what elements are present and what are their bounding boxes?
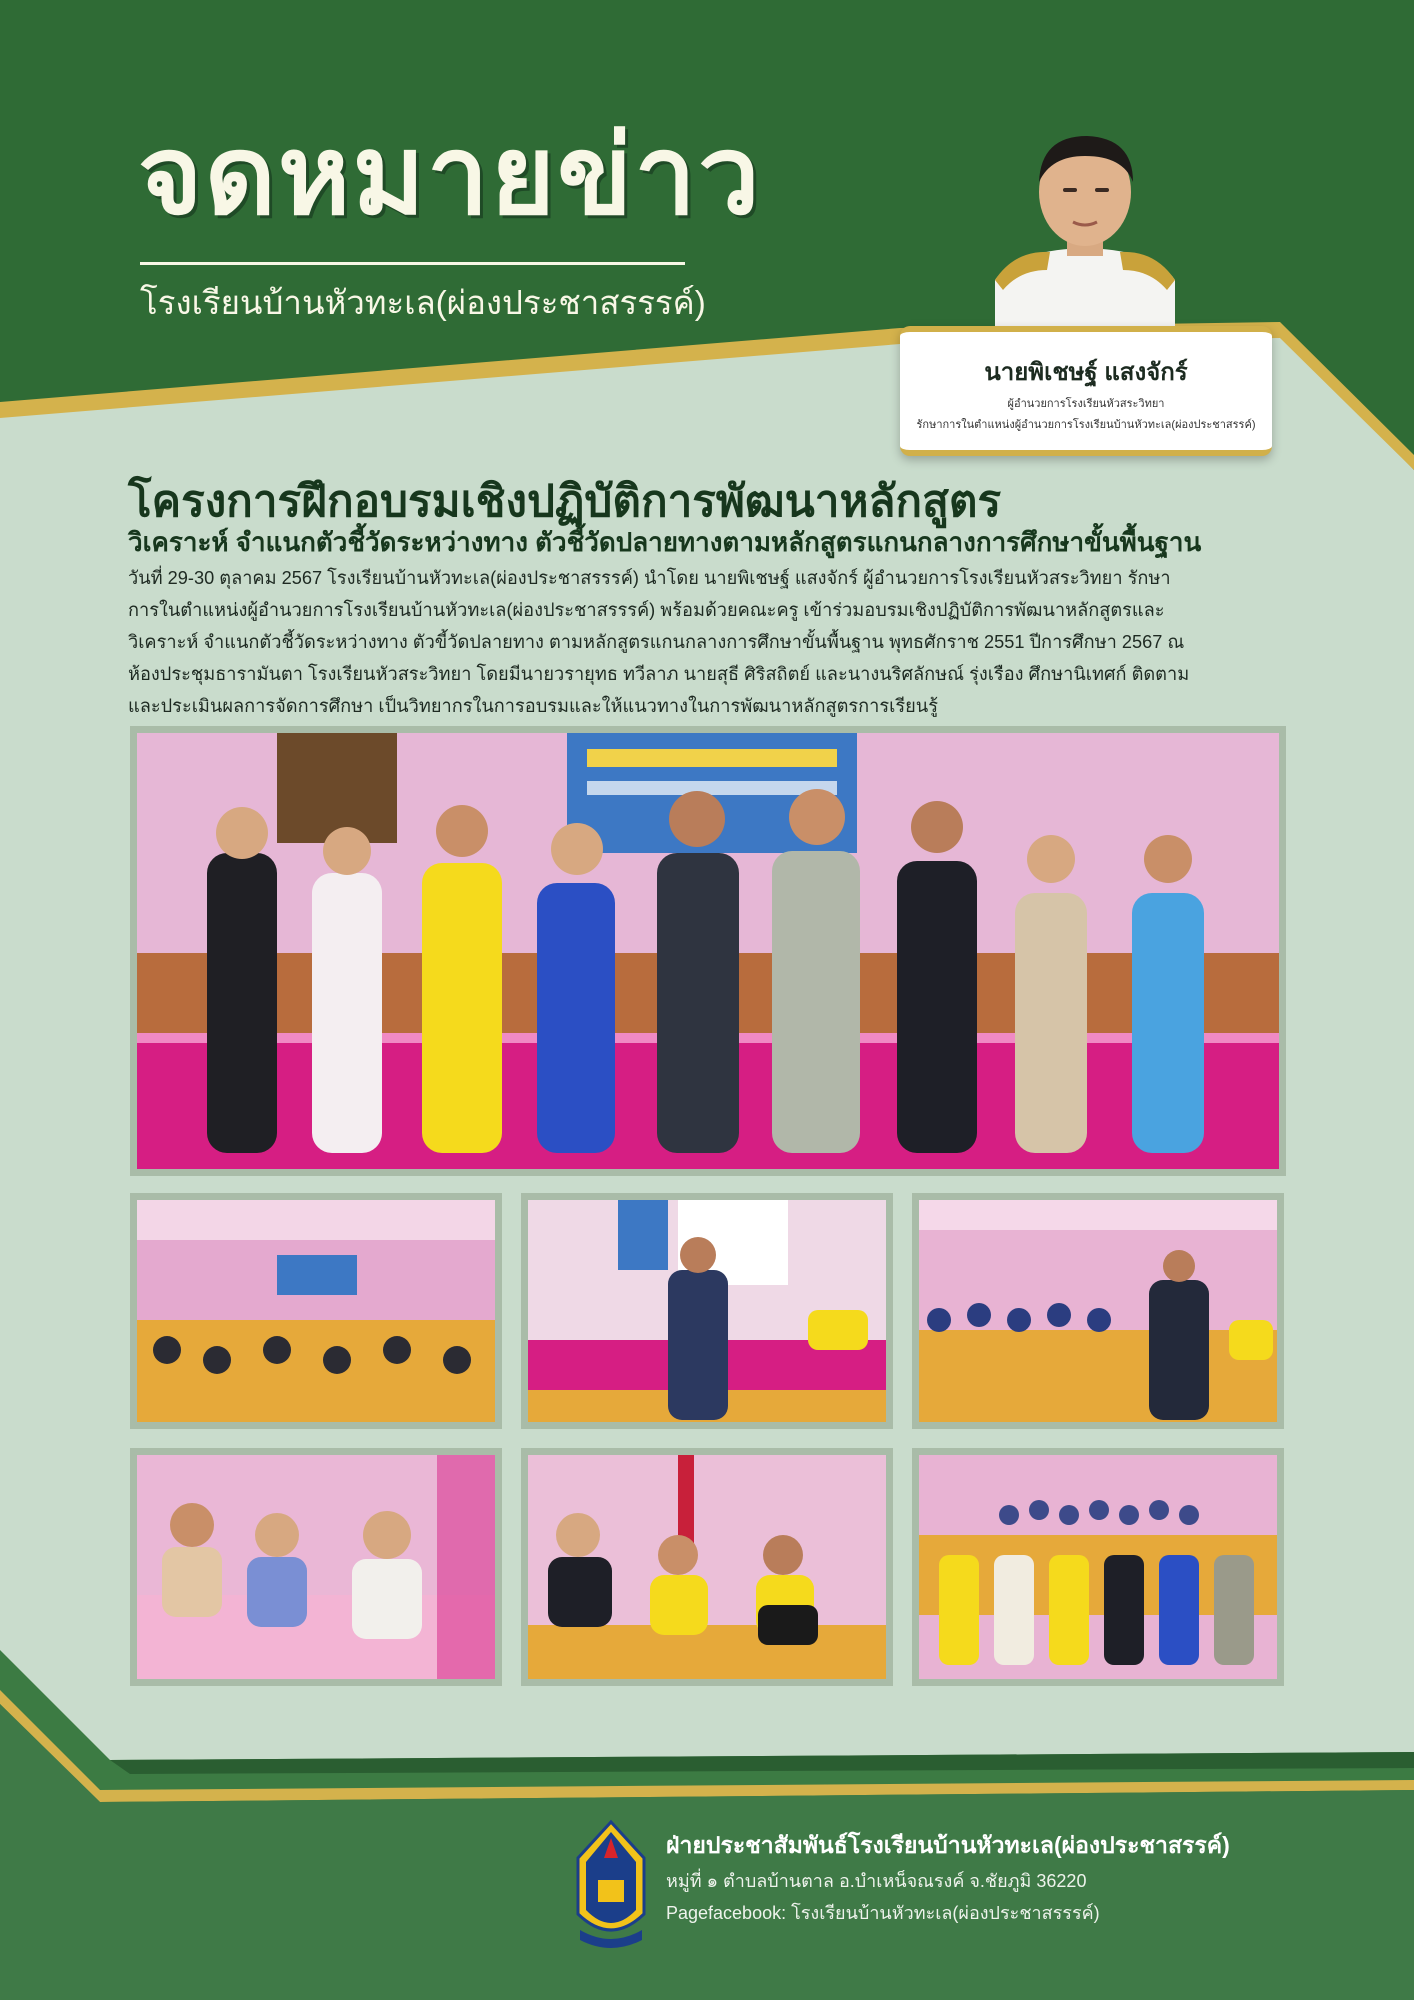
group-photo xyxy=(130,726,1286,1176)
meeting-photo xyxy=(521,1448,893,1686)
article-body-line: การในตำแหน่งผู้อำนวยการโรงเรียนบ้านหัวทะเล(ผ่องประชาสรรรค์) พร้อมด้วยคณะครู เข้าร่วมอบรมเชิงปฏิบัติการพัฒนาหลักสูตรและ xyxy=(128,600,1165,620)
director-name: นายพิเชษฐ์ แสงจักร์ xyxy=(984,359,1188,386)
footer-department-title: ฝ่ายประชาสัมพันธ์โรงเรียนบ้านหัวทะเล(ผ่องประชาสรรค์) xyxy=(666,1832,1230,1858)
school-name: โรงเรียนบ้านหัวทะเล(ผ่องประชาสรรรค์) xyxy=(140,284,706,321)
article-body-line: วิเคราะห์ จำแนกตัวชี้วัดระหว่างทาง ตัวขี้วัดปลายทาง ตามหลักสูตรแกนกลางการศึกษาขั้นพื้นฐาน พุทธศักราช 2551 ปีการศึกษา 2567 ณ xyxy=(128,632,1185,652)
masthead-divider xyxy=(140,262,685,265)
participants-photo xyxy=(912,1193,1284,1429)
school-emblem xyxy=(570,1818,652,1950)
article-title: โครงการฝึกอบรมเชิงปฏิบัติการพัฒนาหลักสูตร xyxy=(128,477,1002,526)
footer-address: หมู่ที่ ๑ ตำบลบ้านตาล อ.บำเหน็จณรงค์ จ.ชัยภูมิ 36220 xyxy=(666,1871,1087,1891)
article-body-line: วันที่ 29-30 ตุลาคม 2567 โรงเรียนบ้านหัวทะเล(ผ่องประชาสรรรค์) นำโดย นายพิเชษฐ์ แสงจักร์ ผู้อำนวยการโรงเรียนหัวสระวิทยา รักษา xyxy=(128,568,1171,588)
workshop-photo xyxy=(130,1193,502,1429)
director-portrait xyxy=(955,130,1215,330)
footer-facebook-page: Pagefacebook: โรงเรียนบ้านหัวทะเล(ผ่องประชาสรรรค์) xyxy=(666,1903,1100,1923)
article-body xyxy=(128,562,1318,722)
article-subtitle: วิเคราะห์ จำแนกตัวชี้วัดระหว่างทาง ตัวชี้วัดปลายทางตามหลักสูตรแกนกลางการศึกษาขั้นพื้นฐาน xyxy=(128,527,1202,557)
newsletter-masthead: จดหมายข่าว xyxy=(138,111,762,239)
article-body-line: และประเมินผลการจัดการศึกษา เป็นวิทยากรในการอบรมและให้แนวทางในการพัฒนาหลักสูตรการเรียนรู้ xyxy=(128,696,938,716)
director-position: ผู้อำนวยการโรงเรียนหัวสระวิทยา xyxy=(1007,398,1165,410)
article-body-line: ห้องประชุมธารามันตา โรงเรียนหัวสระวิทยา โดยมีนายวรายุทธ ทวีลาภ นายสุธี ศิริสถิตย์ และนางนริศลักษณ์ รุ่งเรือง ศึกษานิเทศก์ ติดตาม xyxy=(128,664,1190,684)
teachers-photo xyxy=(130,1448,502,1686)
director-acting-position: รักษาการในตำแหน่งผู้อำนวยการโรงเรียนบ้านหัวทะเล(ผ่องประชาสรรค์) xyxy=(916,419,1256,431)
director-name-card xyxy=(900,326,1272,456)
group-photo-2 xyxy=(912,1448,1284,1686)
speaker-photo xyxy=(521,1193,893,1429)
